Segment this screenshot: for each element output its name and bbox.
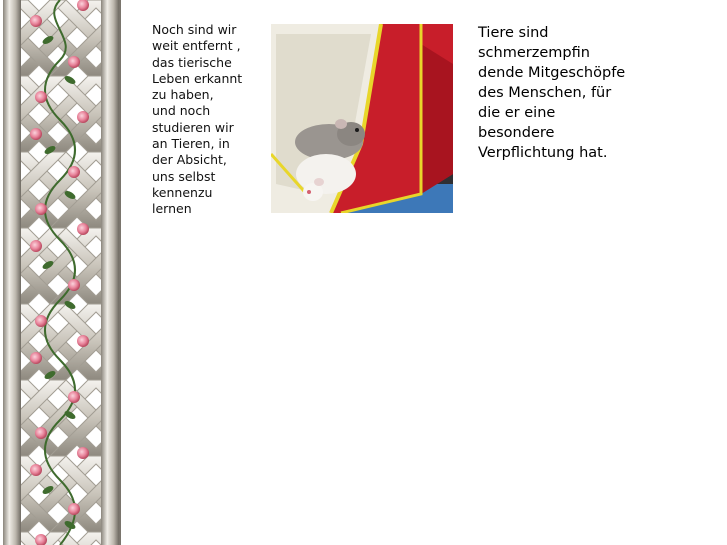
rose-trellis-border xyxy=(0,0,122,545)
rats-in-hammock-photo xyxy=(271,24,453,213)
left-quote-paragraph: Noch sind wir weit entfernt , das tierische Leben erkannt zu haben, und noch studieren wir an Tieren, in der Absicht, uns selbst kennenzu lernen xyxy=(152,22,243,217)
right-quote-paragraph: Tiere sind schmerzempfin dende Mitgeschöpfe des Menschen, für die er eine besondere Verpflichtung hat. xyxy=(478,25,626,161)
trellis-pattern-image xyxy=(0,0,122,545)
